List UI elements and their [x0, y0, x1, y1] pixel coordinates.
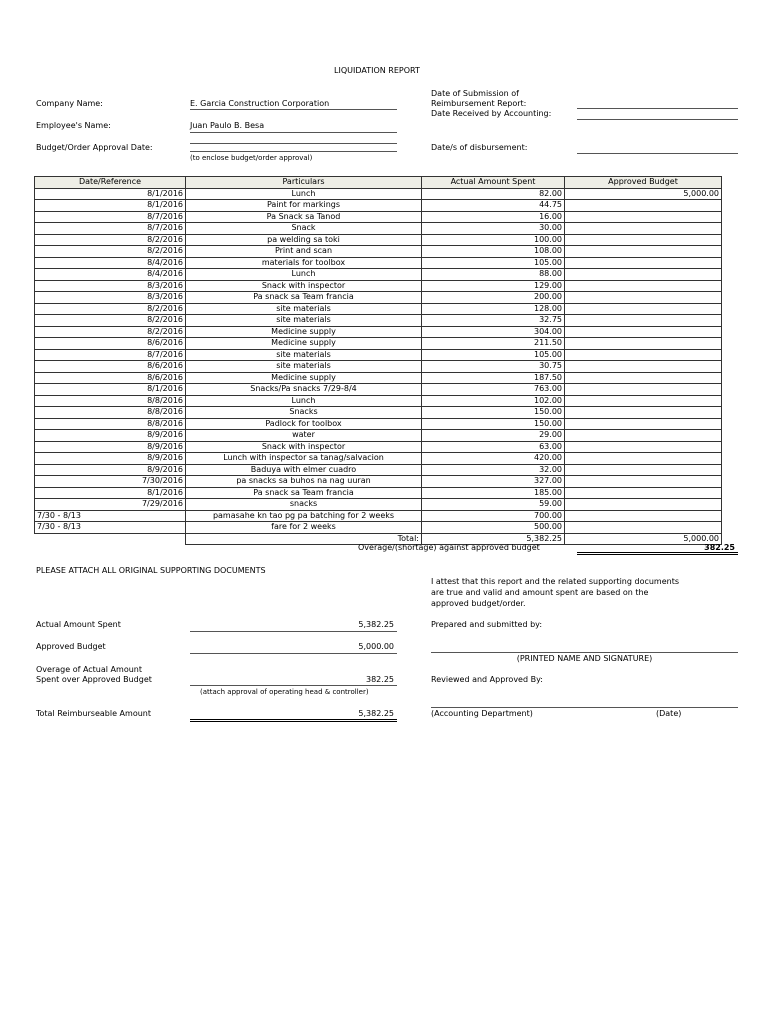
row-date: 8/3/2016	[35, 280, 186, 292]
col-budget-header: Approved Budget	[565, 177, 722, 189]
row-actual: 200.00	[422, 292, 565, 304]
row-budget	[565, 315, 722, 327]
reviewed-signature-line	[431, 707, 738, 708]
row-budget	[565, 464, 722, 476]
row-budget	[565, 338, 722, 350]
row-date: 8/6/2016	[35, 372, 186, 384]
table-row	[35, 372, 722, 384]
row-actual: 102.00	[422, 395, 565, 407]
row-actual: 211.50	[422, 338, 565, 350]
row-actual: 59.00	[422, 499, 565, 511]
row-date: 8/8/2016	[35, 407, 186, 419]
row-actual: 700.00	[422, 510, 565, 522]
row-particulars: materials for toolbox	[186, 257, 422, 269]
overage-value: 382.25	[704, 543, 735, 552]
table-row	[35, 453, 722, 465]
row-particulars: site materials	[186, 315, 422, 327]
row-actual: 327.00	[422, 476, 565, 488]
row-particulars: Pa snack sa Team francia	[186, 487, 422, 499]
row-particulars: Snack with inspector	[186, 441, 422, 453]
row-particulars: fare for 2 weeks	[186, 522, 422, 534]
row-budget	[565, 395, 722, 407]
table-row	[35, 326, 722, 338]
summary-actual-underline	[190, 631, 397, 632]
row-particulars: Snacks	[186, 407, 422, 419]
printed-name-label: (PRINTED NAME AND SIGNATURE)	[516, 654, 653, 663]
row-date: 8/2/2016	[35, 303, 186, 315]
summary-reimb-label: Total Reimburseable Amount	[36, 709, 151, 718]
row-budget: 5,000.00	[565, 188, 722, 200]
attest-line-3: approved budget/order.	[431, 599, 526, 608]
row-date: 8/9/2016	[35, 441, 186, 453]
summary-overage-label-1: Overage of Actual Amount	[36, 665, 142, 674]
row-particulars: Snacks/Pa snacks 7/29-8/4	[186, 384, 422, 396]
row-actual: 150.00	[422, 418, 565, 430]
row-particulars: Snack	[186, 223, 422, 235]
summary-overage-label-2: Spent over Approved Budget	[36, 675, 152, 684]
row-actual: 420.00	[422, 453, 565, 465]
row-actual: 29.00	[422, 430, 565, 442]
summary-reimb-value: 5,382.25	[358, 709, 394, 718]
row-budget	[565, 211, 722, 223]
total-label: Total:	[186, 533, 422, 545]
row-particulars: Pa Snack sa Tanod	[186, 211, 422, 223]
row-budget	[565, 234, 722, 246]
received-label: Date Received by Accounting:	[431, 109, 552, 118]
row-date: 8/3/2016	[35, 292, 186, 304]
table-row	[35, 418, 722, 430]
row-date: 8/2/2016	[35, 326, 186, 338]
row-actual: 44.75	[422, 200, 565, 212]
row-date: 8/7/2016	[35, 349, 186, 361]
row-budget	[565, 499, 722, 511]
table-row	[35, 464, 722, 476]
budget-note: (to enclose budget/order approval)	[190, 154, 313, 162]
row-date: 8/1/2016	[35, 188, 186, 200]
row-date: 8/9/2016	[35, 453, 186, 465]
summary-overage-value: 382.25	[366, 675, 394, 684]
budget-date-underline-2	[190, 151, 397, 152]
summary-reimb-underline	[190, 719, 397, 722]
row-particulars: pa snacks sa buhos na nag uuran	[186, 476, 422, 488]
row-budget	[565, 384, 722, 396]
col-actual-header: Actual Amount Spent	[422, 177, 565, 189]
row-date: 8/1/2016	[35, 200, 186, 212]
company-underline	[190, 109, 397, 110]
row-particulars: Medicine supply	[186, 326, 422, 338]
row-particulars: Medicine supply	[186, 372, 422, 384]
row-budget	[565, 522, 722, 534]
row-actual: 500.00	[422, 522, 565, 534]
date-label: (Date)	[656, 709, 682, 718]
row-particulars: Paint for markings	[186, 200, 422, 212]
table-row	[35, 234, 722, 246]
row-particulars: Medicine supply	[186, 338, 422, 350]
row-date: 8/8/2016	[35, 418, 186, 430]
table-row	[35, 257, 722, 269]
row-particulars: site materials	[186, 349, 422, 361]
table-row	[35, 361, 722, 373]
table-row	[35, 510, 722, 522]
budget-date-label: Budget/Order Approval Date:	[36, 143, 153, 152]
row-actual: 128.00	[422, 303, 565, 315]
row-budget	[565, 280, 722, 292]
summary-overage-underline	[190, 685, 397, 686]
overage-underline	[577, 552, 738, 555]
row-date: 8/4/2016	[35, 269, 186, 281]
employee-value: Juan Paulo B. Besa	[190, 121, 265, 130]
table-row	[35, 315, 722, 327]
row-particulars: pa welding sa toki	[186, 234, 422, 246]
row-date: 8/1/2016	[35, 487, 186, 499]
row-actual: 88.00	[422, 269, 565, 281]
budget-date-underline-1	[190, 143, 397, 144]
table-row	[35, 223, 722, 235]
row-particulars: Snack with inspector	[186, 280, 422, 292]
row-particulars: Lunch	[186, 395, 422, 407]
table-header-row	[35, 177, 722, 189]
report-title: LIQUIDATION REPORT	[334, 66, 420, 75]
row-budget	[565, 326, 722, 338]
summary-overage-note: (attach approval of operating head & controller)	[200, 688, 369, 696]
row-budget	[565, 441, 722, 453]
table-row	[35, 292, 722, 304]
row-particulars: Lunch	[186, 188, 422, 200]
row-budget	[565, 257, 722, 269]
table-row	[35, 522, 722, 534]
row-actual: 32.00	[422, 464, 565, 476]
row-actual: 100.00	[422, 234, 565, 246]
employee-label: Employee's Name:	[36, 121, 111, 130]
total-actual: 5,382.25	[422, 533, 565, 545]
row-particulars: Padlock for toolbox	[186, 418, 422, 430]
table-row	[35, 211, 722, 223]
summary-approved-label: Approved Budget	[36, 642, 106, 651]
expense-table	[34, 176, 722, 545]
employee-underline	[190, 132, 397, 133]
row-date: 8/2/2016	[35, 234, 186, 246]
row-actual: 63.00	[422, 441, 565, 453]
row-particulars: pamasahe kn tao pg pa batching for 2 weeks	[186, 510, 422, 522]
row-actual: 150.00	[422, 407, 565, 419]
disbursement-label: Date/s of disbursement:	[431, 143, 528, 152]
row-particulars: site materials	[186, 303, 422, 315]
row-particulars: Lunch	[186, 269, 422, 281]
row-budget	[565, 476, 722, 488]
table-row	[35, 338, 722, 350]
table-row	[35, 395, 722, 407]
company-label: Company Name:	[36, 99, 103, 108]
row-actual: 16.00	[422, 211, 565, 223]
attest-line-2: are true and valid and amount spent are based on the	[431, 588, 649, 597]
row-particulars: Lunch with inspector sa tanag/salvacion	[186, 453, 422, 465]
row-particulars: water	[186, 430, 422, 442]
row-budget	[565, 269, 722, 281]
submission-label-2: Reimbursement Report:	[431, 99, 527, 108]
row-actual: 108.00	[422, 246, 565, 258]
received-underline	[577, 119, 738, 120]
row-budget	[565, 303, 722, 315]
table-row	[35, 269, 722, 281]
table-row	[35, 407, 722, 419]
table-row	[35, 280, 722, 292]
row-actual: 129.00	[422, 280, 565, 292]
row-budget	[565, 407, 722, 419]
row-budget	[565, 487, 722, 499]
disbursement-underline	[577, 153, 738, 154]
attest-line-1: I attest that this report and the related supporting documents	[431, 577, 680, 586]
company-value: E. Garcia Construction Corporation	[190, 99, 330, 108]
summary-approved-underline	[190, 653, 397, 654]
row-budget	[565, 372, 722, 384]
table-row	[35, 246, 722, 258]
prepared-signature-line	[431, 652, 738, 653]
row-actual: 32.75	[422, 315, 565, 327]
table-row	[35, 487, 722, 499]
row-date: 8/9/2016	[35, 430, 186, 442]
row-actual: 187.50	[422, 372, 565, 384]
row-budget	[565, 223, 722, 235]
reviewed-label: Reviewed and Approved By:	[431, 675, 543, 684]
row-budget	[565, 200, 722, 212]
row-particulars: Pa snack sa Team francia	[186, 292, 422, 304]
row-actual: 30.00	[422, 223, 565, 235]
col-particulars-header: Particulars	[186, 177, 422, 189]
row-date: 8/1/2016	[35, 384, 186, 396]
submission-label-1: Date of Submission of	[431, 89, 519, 98]
table-row	[35, 384, 722, 396]
row-date: 8/6/2016	[35, 361, 186, 373]
table-row	[35, 499, 722, 511]
row-budget	[565, 453, 722, 465]
accounting-label: (Accounting Department)	[431, 709, 533, 718]
row-date: 8/7/2016	[35, 223, 186, 235]
row-date: 8/7/2016	[35, 211, 186, 223]
row-actual: 82.00	[422, 188, 565, 200]
row-actual: 763.00	[422, 384, 565, 396]
row-date: 8/2/2016	[35, 315, 186, 327]
overage-label: Overage/(shortage) against approved budget	[358, 543, 540, 552]
table-row	[35, 188, 722, 200]
attach-note: PLEASE ATTACH ALL ORIGINAL SUPPORTING DOCUMENTS	[36, 566, 266, 575]
row-date: 8/9/2016	[35, 464, 186, 476]
row-date: 7/30/2016	[35, 476, 186, 488]
row-date: 7/30 - 8/13	[35, 522, 186, 534]
row-actual: 304.00	[422, 326, 565, 338]
table-row	[35, 349, 722, 361]
table-row	[35, 441, 722, 453]
summary-actual-label: Actual Amount Spent	[36, 620, 121, 629]
row-actual: 185.00	[422, 487, 565, 499]
row-actual: 30.75	[422, 361, 565, 373]
row-budget	[565, 418, 722, 430]
row-budget	[565, 246, 722, 258]
row-budget	[565, 349, 722, 361]
row-particulars: snacks	[186, 499, 422, 511]
row-actual: 105.00	[422, 349, 565, 361]
row-particulars: site materials	[186, 361, 422, 373]
row-particulars: Print and scan	[186, 246, 422, 258]
total-budget: 5,000.00	[565, 533, 722, 545]
row-budget	[565, 361, 722, 373]
row-date: 7/29/2016	[35, 499, 186, 511]
row-date: 7/30 - 8/13	[35, 510, 186, 522]
row-budget	[565, 292, 722, 304]
col-date-header: Date/Reference	[35, 177, 186, 189]
row-actual: 105.00	[422, 257, 565, 269]
row-date: 8/6/2016	[35, 338, 186, 350]
table-row	[35, 430, 722, 442]
row-date: 8/2/2016	[35, 246, 186, 258]
table-row	[35, 476, 722, 488]
summary-actual-value: 5,382.25	[358, 620, 394, 629]
row-budget	[565, 510, 722, 522]
submission-underline	[577, 108, 738, 109]
prepared-label: Prepared and submitted by:	[431, 620, 543, 629]
row-budget	[565, 430, 722, 442]
table-row	[35, 200, 722, 212]
row-date: 8/4/2016	[35, 257, 186, 269]
summary-approved-value: 5,000.00	[358, 642, 394, 651]
row-particulars: Baduya with elmer cuadro	[186, 464, 422, 476]
table-row	[35, 303, 722, 315]
row-date: 8/8/2016	[35, 395, 186, 407]
